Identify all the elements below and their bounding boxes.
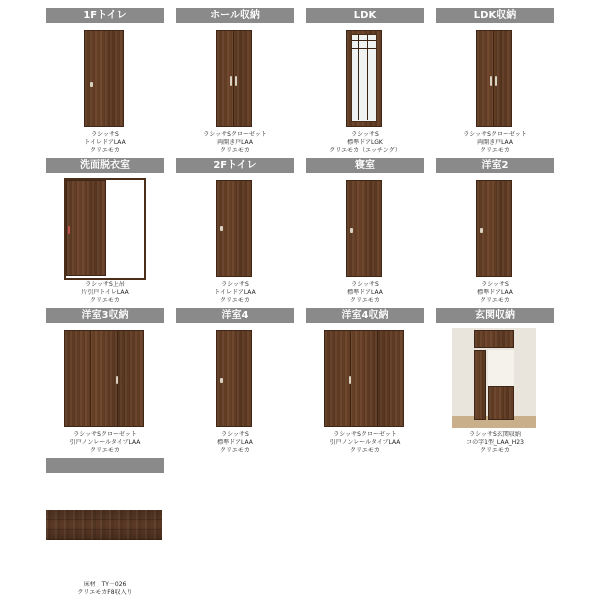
caption-line: 標準ドアLAA xyxy=(477,289,513,296)
caption-line: ラシッサSクローゼット xyxy=(73,431,137,438)
caption-line: トイレドアLAA xyxy=(214,289,256,296)
item-room4 xyxy=(176,308,294,455)
caption-line: ラシッサSクローゼット xyxy=(463,131,527,138)
storage-image xyxy=(436,326,554,431)
caption-line: 引戸ノンレールタイプLAA xyxy=(329,439,401,446)
door-image xyxy=(436,176,554,281)
handle-icon xyxy=(490,76,492,86)
door-image xyxy=(176,26,294,131)
caption-line: コの字1型_LAA_H23 xyxy=(466,439,524,446)
item-washroom xyxy=(46,158,164,305)
handle-icon xyxy=(220,378,223,383)
caption-line: ラシッサS xyxy=(351,131,379,138)
door-image xyxy=(306,176,424,281)
handle-icon xyxy=(480,228,483,233)
handle-icon xyxy=(220,226,223,231)
caption-line: 標準ドアLGK xyxy=(347,139,383,146)
item-bedroom xyxy=(306,158,424,305)
caption-line: ラシッサS xyxy=(481,281,509,288)
caption-line: 標準ドアLAA xyxy=(347,289,383,296)
caption-line: クリエモカ xyxy=(220,297,250,304)
caption-line: ラシッサSクローゼット xyxy=(333,431,397,438)
item-title: 玄関収納 xyxy=(436,308,554,323)
handle-icon xyxy=(116,376,118,384)
caption-line: クリエモカ xyxy=(90,147,120,154)
caption-line: ラシッサSクローゼット xyxy=(203,131,267,138)
item-1f-toilet xyxy=(46,8,164,155)
door-image xyxy=(176,176,294,281)
door-image xyxy=(176,326,294,431)
item-title: ホール収納 xyxy=(176,8,294,23)
door-image xyxy=(46,176,164,281)
item-title: 洋室3収納 xyxy=(46,308,164,323)
caption-line: クリエモカ xyxy=(90,447,120,454)
door-image xyxy=(306,26,424,131)
caption-line: 両開き戸LAA xyxy=(477,139,513,146)
item-title: LDK xyxy=(306,8,424,23)
door-image xyxy=(306,326,424,431)
open-shelf xyxy=(488,350,514,386)
handle-icon xyxy=(230,76,232,86)
caption-line: クリエモカ xyxy=(90,297,120,304)
item-ldk xyxy=(306,8,424,155)
caption-line: ラシッサS xyxy=(221,281,249,288)
caption-line: クリエモカ xyxy=(220,447,250,454)
caption-line: ラシッサS上吊 xyxy=(85,281,125,288)
caption-line: ラシッサS xyxy=(351,281,379,288)
floor-sample-image xyxy=(46,476,164,581)
door-image xyxy=(436,26,554,131)
caption-line: クリエモカ（エッチング） xyxy=(329,147,401,154)
item-flooring xyxy=(46,458,164,597)
caption-line: クリエモカ xyxy=(350,447,380,454)
handle-icon xyxy=(68,226,70,234)
caption-line: クリエモカF8収入り xyxy=(77,589,133,596)
item-title: 洋室4収納 xyxy=(306,308,424,323)
item-title xyxy=(46,458,164,473)
item-title: 洋室4 xyxy=(176,308,294,323)
caption-line: クリエモカ xyxy=(480,147,510,154)
caption-line: 標準ドアLAA xyxy=(217,439,253,446)
handle-icon xyxy=(235,76,237,86)
caption-line: ラシッサS xyxy=(221,431,249,438)
item-room2 xyxy=(436,158,554,305)
handle-icon xyxy=(349,376,351,384)
item-hall-storage xyxy=(176,8,294,155)
item-room4-storage xyxy=(306,308,424,455)
item-title: LDK収納 xyxy=(436,8,554,23)
caption-line: 両開き戸LAA xyxy=(217,139,253,146)
item-title: 2Fトイレ xyxy=(176,158,294,173)
caption-line: 床材 TY－026 xyxy=(83,581,127,588)
caption-line: トイレドアLAA xyxy=(84,139,126,146)
item-ldk-storage xyxy=(436,8,554,155)
door-image xyxy=(46,326,164,431)
caption-line: 片引戸トイレLAA xyxy=(81,289,129,296)
handle-icon xyxy=(90,82,93,87)
floor-sample xyxy=(46,510,162,540)
item-title: 寝室 xyxy=(306,158,424,173)
item-title: 1Fトイレ xyxy=(46,8,164,23)
caption-line: クリエモカ xyxy=(350,297,380,304)
item-room3-storage xyxy=(46,308,164,455)
handle-icon xyxy=(495,76,497,86)
handle-icon xyxy=(350,228,353,233)
caption-line: クリエモカ xyxy=(480,447,510,454)
caption-line: クリエモカ xyxy=(220,147,250,154)
item-entrance-storage xyxy=(436,308,554,455)
caption-line: クリエモカ xyxy=(480,297,510,304)
item-2f-toilet xyxy=(176,158,294,305)
caption-line: 引戸ノンレールタイプLAA xyxy=(69,439,141,446)
door-image xyxy=(46,26,164,131)
caption-line: ラシッサS xyxy=(91,131,119,138)
caption-line: ラシッサS玄関収納 xyxy=(469,431,521,438)
item-title: 洗面脱衣室 xyxy=(46,158,164,173)
item-title: 洋室2 xyxy=(436,158,554,173)
